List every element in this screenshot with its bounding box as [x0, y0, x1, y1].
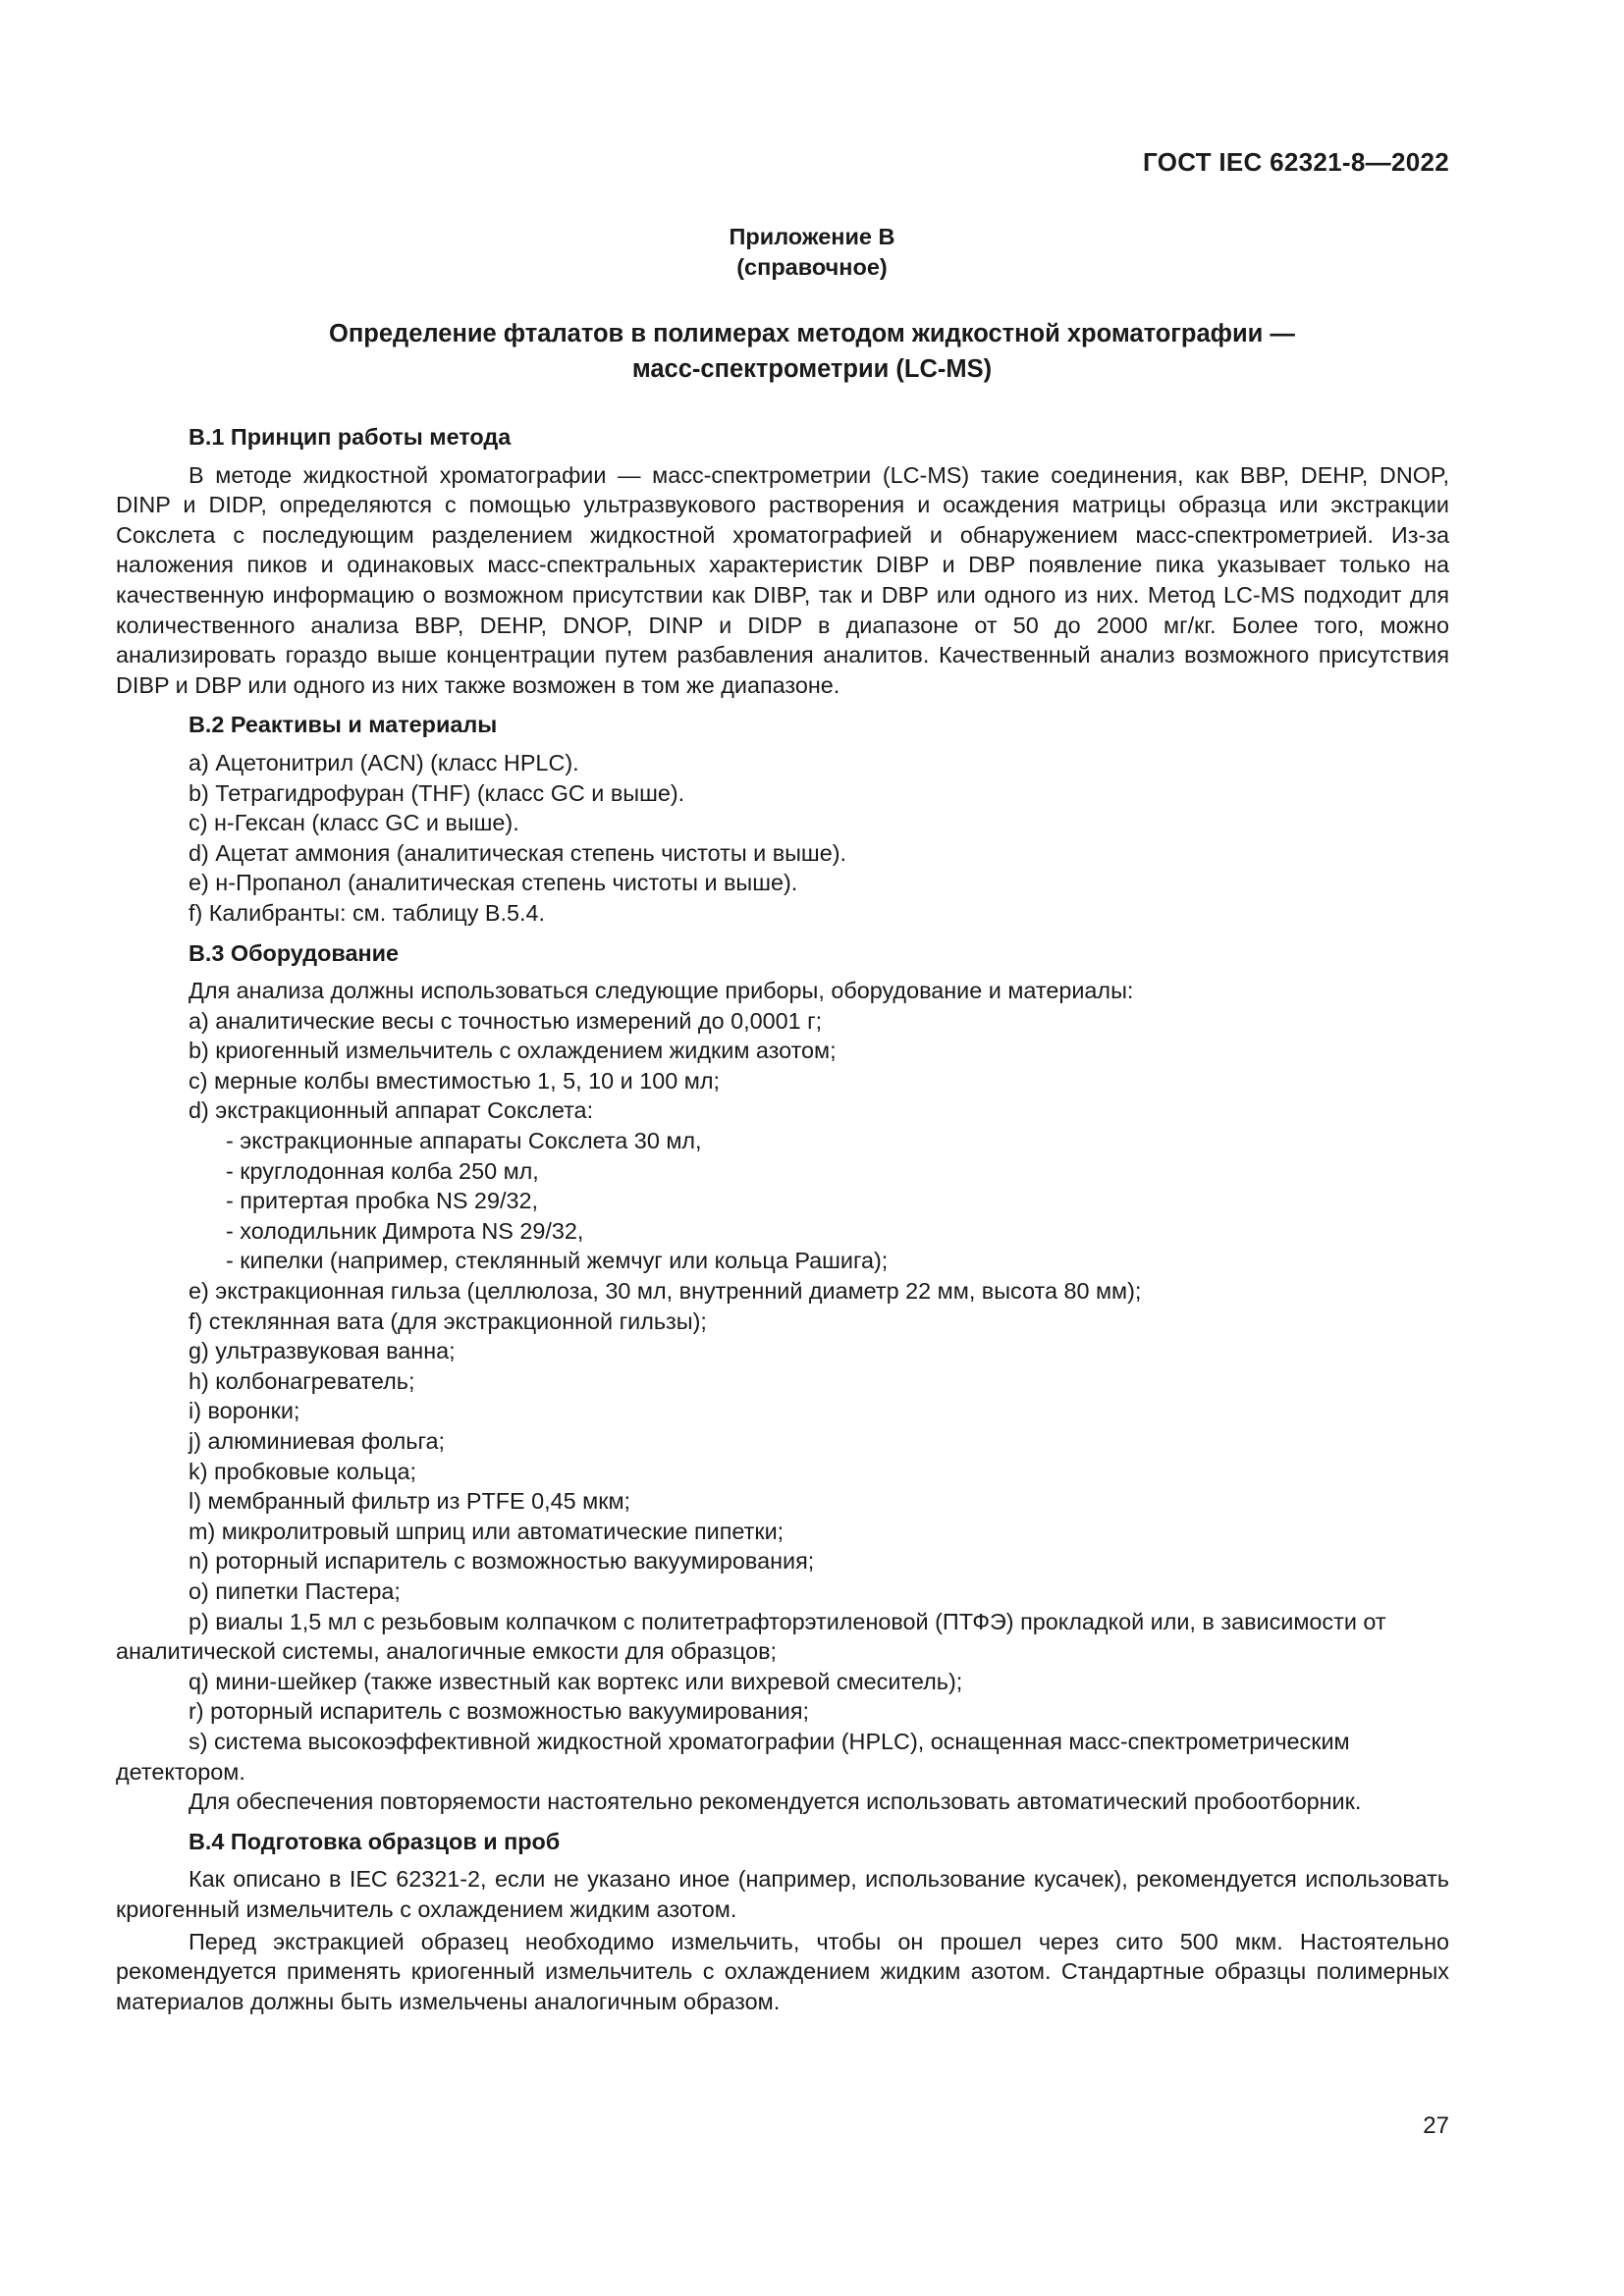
list-item: f) Калибранты: см. таблицу В.5.4.: [189, 899, 545, 926]
list-item: o) пипетки Пастера;: [189, 1577, 401, 1604]
sub-list-item: - холодильник Димрота NS 29/32,: [226, 1217, 584, 1244]
document-code: ГОСТ IEC 62321-8—2022: [1143, 147, 1449, 177]
annex-label: [0, 222, 1624, 283]
equipment-intro: Для анализа должны использоваться следующие приборы, оборудование и материалы:: [189, 978, 1134, 1004]
annex-type: (справочное): [736, 254, 888, 280]
document-body: [116, 422, 1449, 2016]
list-item: b) криогенный измельчитель с охлаждением жидким азотом;: [189, 1038, 837, 1064]
list-item: g) ультразвуковая ванна;: [189, 1338, 456, 1364]
list-item: e) н-Пропанол (аналитическая степень чистоты и выше).: [189, 870, 798, 896]
page-number: 27: [1423, 2112, 1449, 2139]
annex-title: Приложение В: [729, 224, 895, 249]
sub-list-item: - кипелки (например, стеклянный жемчуг или кольца Рашига);: [226, 1248, 889, 1274]
list-item: k) пробковые кольца;: [189, 1458, 417, 1484]
list-item: f) стеклянная вата (для экстракционной гильзы);: [189, 1308, 707, 1334]
list-item: r) роторный испаритель с возможностью вакуумирования;: [189, 1698, 810, 1725]
list-item: m) микролитровый шприц или автоматические пипетки;: [189, 1518, 785, 1544]
list-item: l) мембранный фильтр из PTFE 0,45 мкм;: [189, 1488, 631, 1515]
list-item: e) экстракционная гильза (целлюлоза, 30 мл, внутренний диаметр 22 мм, высота 80 мм);: [189, 1278, 1142, 1305]
section-b1-heading: В.1 Принцип работы метода: [189, 424, 512, 450]
equipment-note: Для обеспечения повторяемости настоятельно рекомендуется использовать автоматический пробоотборник.: [189, 1789, 1362, 1815]
list-item: c) мерные колбы вместимостью 1, 5, 10 и 100 мл;: [189, 1067, 720, 1094]
list-item: p) виалы 1,5 мл с резьбовым колпачком с политетрафторэтиленовой (ПТФЭ) прокладкой или, в зависимости от аналитической системы, аналогичные емкости для образцов;: [116, 1608, 1386, 1665]
section-b4-para1: Как описано в IEC 62321-2, если не указано иное (например, использование кусачек), рекомендуется использовать криогенный измельчитель с охлаждением жидким азотом.: [116, 1866, 1449, 1922]
section-b3-heading: В.3 Оборудование: [189, 939, 399, 966]
sub-list-item: - круглодонная колба 250 мл,: [226, 1157, 539, 1184]
list-item: c) н-Гексан (класс GC и выше).: [189, 810, 519, 836]
list-item: d) Ацетат аммония (аналитическая степень чистоты и выше).: [189, 839, 846, 866]
section-b1-text: В методе жидкостной хроматографии — масс-спектрометрии (LC-MS) такие соединения, как BBP, DEHP, DNOP, DINP и DIDP, определяются с помощью ультразвукового растворения и осаждения матрицы образца или экстракции Сокслета с последующим разделением жидкостной хроматографией и обнаружением масс-спектрометрией. Из-за наложения пиков и одинаковых масс-спектральных характеристик DIBP и DBP появление пика указывает только на качественную информацию о возможном присутствии как DIBP, так и DBP или одного из них. Метод LC-MS подходит для количественного анализа BBP, DEHP, DNOP, DINP и DIDP в диапазоне от 50 до 2000 мг/кг. Более того, можно анализировать гораздо выше концентрации путем разбавления аналитов. Качественный анализ возможного присутствия DIBP и DBP или одного из них также возможен в том же диапазоне.: [116, 461, 1449, 698]
sub-list-item: - притертая пробка NS 29/32,: [226, 1188, 538, 1214]
list-item: b) Тетрагидрофуран (THF) (класс GC и выше).: [189, 779, 685, 806]
section-b4-para2: Перед экстракцией образец необходимо измельчить, чтобы он прошел через сито 500 мкм. Настоятельно рекомендуется применять криогенный измельчитель с охлаждением жидким азотом. Стандартные образцы полимерных материалов должны быть измельчены аналогичным образом.: [116, 1928, 1449, 2014]
sub-list-item: - экстракционные аппараты Сокслета 30 мл,: [226, 1128, 702, 1154]
section-b4-heading: В.4 Подготовка образцов и проб: [189, 1828, 561, 1854]
list-item: j) алюминиевая фольга;: [189, 1428, 445, 1454]
list-item: d) экстракционный аппарат Сокслета:: [189, 1097, 594, 1124]
list-item: h) колбонагреватель;: [189, 1367, 415, 1394]
list-item: n) роторный испаритель с возможностью вакуумирования;: [189, 1548, 815, 1575]
list-item: a) аналитические весы с точностью измерений до 0,0001 г;: [189, 1007, 823, 1034]
equipment-list: [116, 1006, 1449, 1787]
list-item: s) система высокоэффективной жидкостной хроматографии (HPLC), оснащенная масс-спектрометрическим детектором.: [116, 1728, 1350, 1785]
annex-heading: [0, 316, 1624, 387]
list-item: a) Ацетонитрил (ACN) (класс HPLC).: [189, 749, 579, 775]
list-item: q) мини-шейкер (также известный как вортекс или вихревой смеситель);: [189, 1668, 963, 1694]
annex-heading-line1: Определение фталатов в полимерах методом жидкостной хроматографии —: [329, 320, 1295, 347]
section-b2-heading: В.2 Реактивы и материалы: [189, 712, 498, 738]
annex-heading-line2: масс-спектрометрии (LC-MS): [631, 355, 993, 383]
list-item: i) воронки;: [189, 1398, 300, 1424]
reagents-list: [116, 748, 1449, 929]
